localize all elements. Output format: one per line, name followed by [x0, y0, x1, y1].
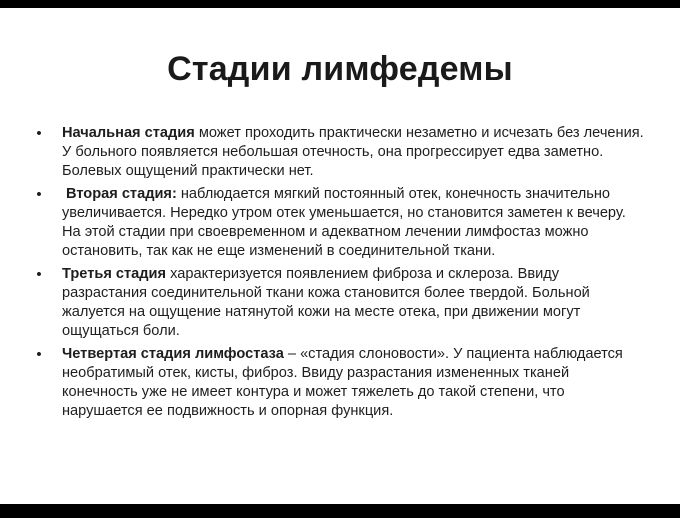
item-lead: Начальная стадия: [62, 125, 195, 141]
list-item: [32, 345, 644, 421]
item-text: – «стадия слоновости». У пациента наблюдается необратимый отек, кисты, фиброз. Ввиду разрастания измененных тканей конечность уже не имеет контура и может тяжелеть до такой степени, что нарушается ее подвижность и опорная функция.: [62, 346, 623, 419]
bullet-icon: •: [36, 266, 42, 283]
item-lead: Третья стадия: [62, 266, 167, 282]
list-item: [32, 185, 644, 261]
stages-list: [32, 124, 644, 425]
bullet-icon: •: [36, 346, 42, 363]
item-text: характеризуется появлением фиброза и склероза. Ввиду разрастания соединительной ткани кожа становится более твердой. Больной жалуется на ощущение натянутой кожи на месте отека, при движении могут ощущаться боли.: [62, 266, 590, 339]
item-text: наблюдается мягкий постоянный отек, конечность значительно увеличивается. Нередко утром отек уменьшается, но становится заметен к вечеру. На этой стадии при своевременном и адекватном лечении лимфостаз можно остановить, так как не еще изменений в соединительной ткани.: [62, 186, 626, 259]
item-lead: Вторая стадия:: [66, 186, 177, 202]
bullet-icon: •: [36, 125, 42, 142]
slide: [0, 8, 680, 504]
bullet-icon: •: [36, 186, 42, 203]
list-item: [32, 124, 644, 181]
item-text: может проходить практически незаметно и исчезать без лечения. У больного появляется небольшая отечность, она прогрессирует едва заметно. Болевых ощущений практически нет.: [62, 125, 644, 179]
item-lead: Четвертая стадия лимфостаза: [62, 346, 284, 362]
slide-title: Стадии лимфедемы: [167, 50, 513, 88]
list-item: [32, 265, 644, 341]
